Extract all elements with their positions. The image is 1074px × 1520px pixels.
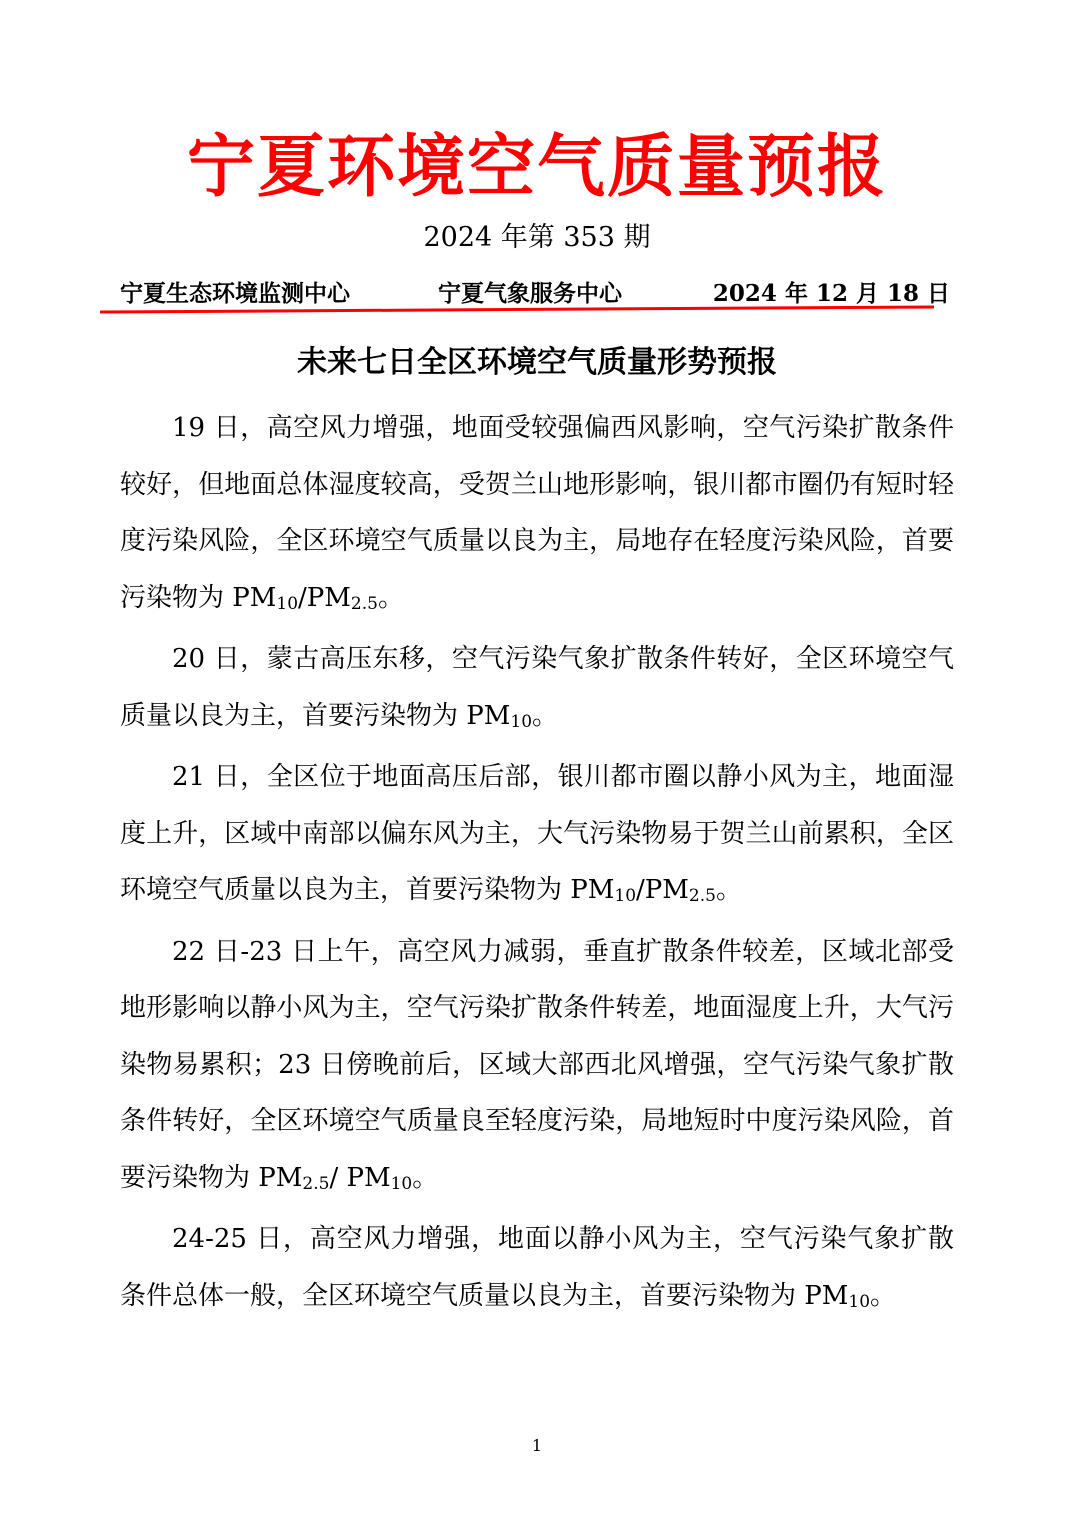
forecast-paragraph: 24-25 日，高空风力增强，地面以静小风为主，空气污染气象扩散条件总体一般，全区环境空气质量以良为主，首要污染物为 $PM_{10}$。: [120, 1224, 954, 1312]
forecast-body: [120, 400, 954, 1329]
issuer-meteorological-service-center: 宁夏气象服务中心: [438, 280, 622, 307]
section-title: 未来七日全区环境空气质量形势预报: [297, 345, 777, 380]
forecast-paragraph: 21 日，全区位于地面高压后部，银川都市圈以静小风为主，地面湿度上升，区域中南部以偏东风为主，大气污染物易于贺兰山前累积，全区环境空气质量以良为主，首要污染物为 $PM_{10}/PM_{2.5}$。: [120, 762, 954, 906]
issue-date: 2024 年 12 月 18 日: [712, 280, 950, 307]
forecast-paragraph: 19 日，高空风力增强，地面受较强偏西风影响，空气污染扩散条件较好，但地面总体湿度较高，受贺兰山地形影响，银川都市圈仍有短时轻度污染风险，全区环境空气质量以良为主，局地存在轻度污染风险，首要污染物为 $PM_{10}/PM_{2.5}$。: [120, 413, 954, 614]
masthead-title: 宁夏环境空气质量预报: [186, 128, 887, 207]
red-divider-rule: [100, 305, 934, 315]
forecast-paragraph: 20 日，蒙古高压东移，空气污染气象扩散条件转好，全区环境空气质量以良为主，首要污染物为 $PM_{10}$。: [120, 644, 954, 732]
issue-number: 2024 年第 353 期: [423, 222, 651, 253]
page-number: 1: [531, 1436, 543, 1455]
issuer-eco-monitoring-center: 宁夏生态环境监测中心: [120, 280, 350, 307]
forecast-paragraph: 22 日-23 日上午，高空风力减弱，垂直扩散条件较差，区域北部受地形影响以静小风为主，空气污染扩散条件转差，地面湿度上升，大气污染物易累积；23 日傍晚前后，区域大部西北风增强，空气污染气象扩散条件转好，全区环境空气质量良至轻度污染，局地短时中度污染风险，首要污染物为 $PM_{2.5}/$ $PM_{10}$。: [120, 936, 954, 1194]
